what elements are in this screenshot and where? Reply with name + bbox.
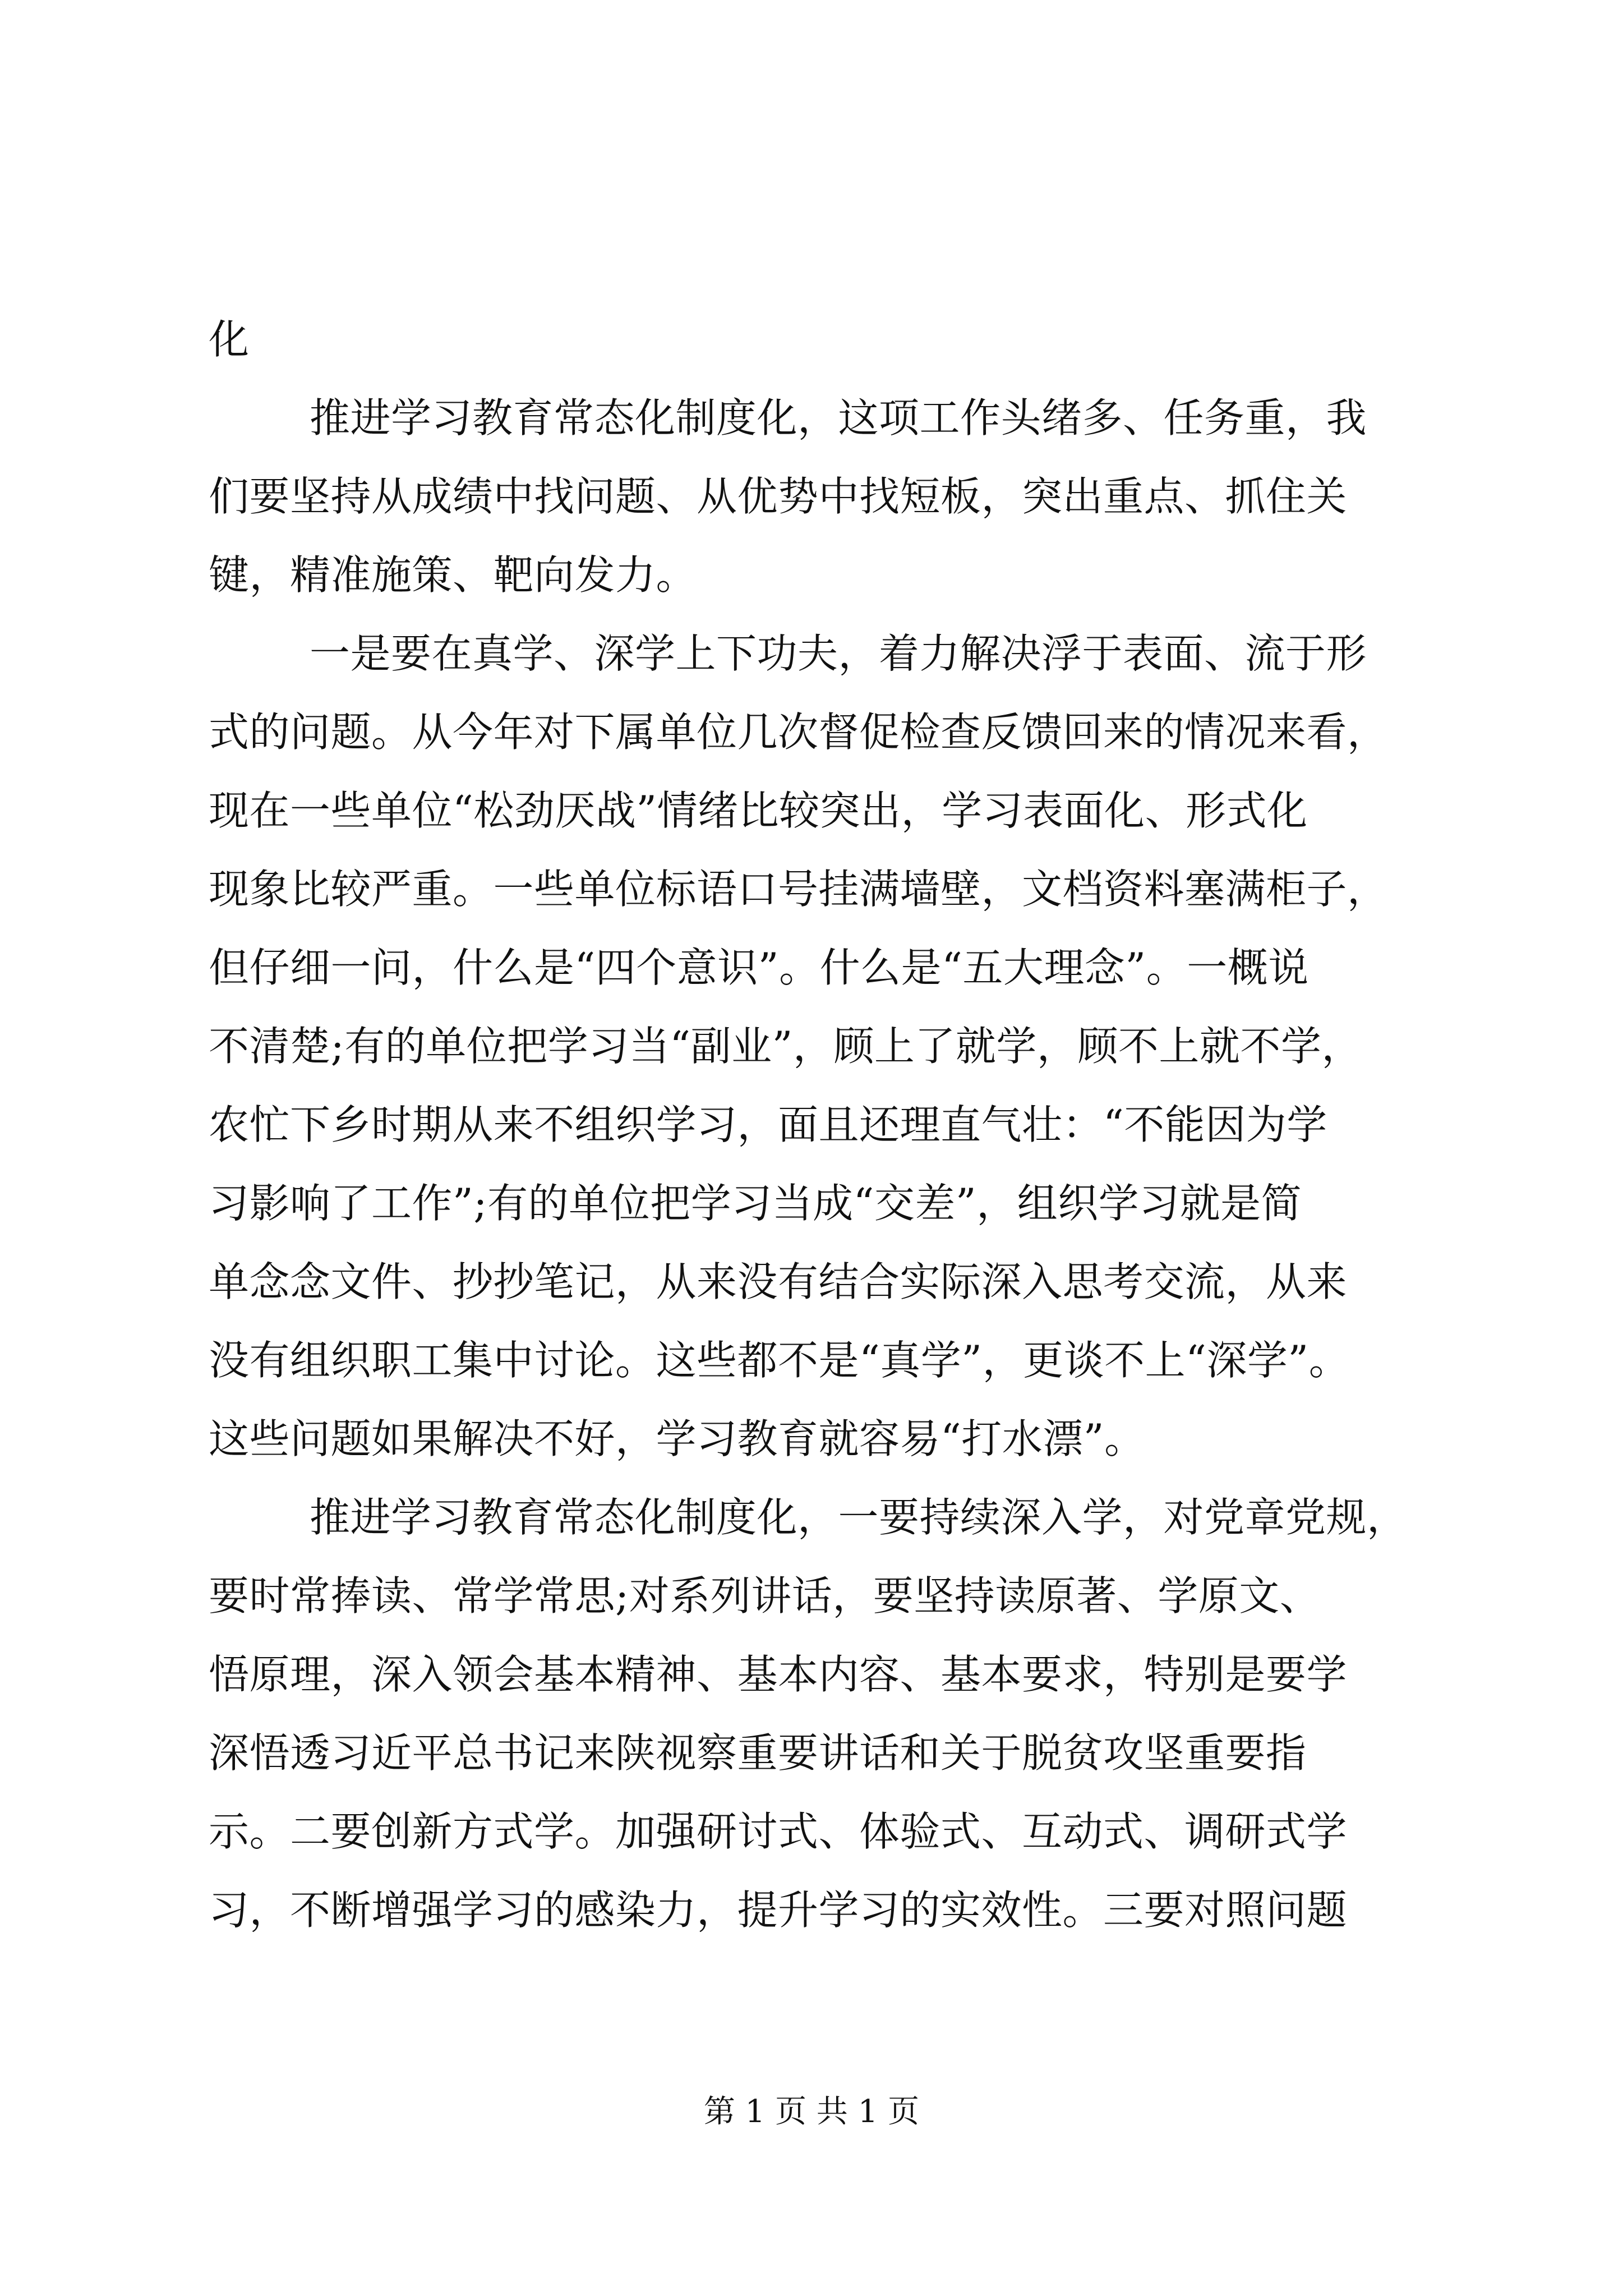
paragraph-2-line-10: 没有组织职工集中讨论。这些都不是“真学”，更谈不上“深学”。 — [209, 1337, 1350, 1384]
paragraph-2-line-5: 但仔细一问，什么是“四个意识”。什么是“五大理念”。一概说 — [209, 944, 1309, 991]
paragraph-2-line-7: 农忙下乡时期从来不组织学习，面且还理直气壮：“不能因为学 — [209, 1101, 1327, 1148]
text-line-1: 化 — [209, 316, 250, 363]
paragraph-3-line-3: 悟原理，深入领会基本精神、基本内容、基本要求，特别是要学 — [209, 1651, 1348, 1698]
paragraph-1-line-3: 键，精准施策、靶向发力。 — [209, 551, 697, 599]
paragraph-2-line-4: 现象比较严重。一些单位标语口号挂满墙壁，文档资料塞满柜子， — [209, 866, 1388, 913]
paragraph-2-line-2: 式的问题。从今年对下属单位几次督促检查反馈回来的情况来看， — [209, 708, 1388, 756]
paragraph-2-line-1: 一是要在真学、深学上下功夫，着力解决浮于表面、流于形 — [310, 630, 1367, 677]
paragraph-3-line-6: 习，不断增强学习的感染力，提升学习的实效性。三要对照问题 — [209, 1887, 1348, 1934]
paragraph-2-line-3: 现在一些单位“松劲厌战”情绪比较突出，学习表面化、形式化 — [209, 787, 1308, 834]
paragraph-1-line-2: 们要坚持从成绩中找问题、从优势中找短板，突出重点、抓住关 — [209, 473, 1348, 520]
paragraph-1-line-1: 推进学习教育常态化制度化，这项工作头绪多、任务重，我 — [310, 394, 1367, 441]
paragraph-2-line-9: 单念念文件、抄抄笔记，从来没有结合实际深入思考交流，从来 — [209, 1258, 1348, 1305]
paragraph-2-line-11: 这些问题如果解决不好，学习教育就容易“打水漂”。 — [209, 1415, 1145, 1462]
paragraph-3-line-1: 推进学习教育常态化制度化，一要持续深入学，对党章党规， — [310, 1494, 1408, 1541]
paragraph-2-line-6: 不清楚;有的单位把学习当“副业”，顾上了就学，顾不上就不学， — [209, 1023, 1362, 1070]
paragraph-3-line-5: 示。二要创新方式学。加强研讨式、体验式、互动式、调研式学 — [209, 1808, 1348, 1855]
paragraph-3-line-4: 深悟透习近平总书记来陕视察重要讲话和关于脱贫攻坚重要指 — [209, 1729, 1307, 1777]
paragraph-3-line-2: 要时常捧读、常学常思;对系列讲话，要坚持读原著、学原文、 — [209, 1572, 1321, 1619]
paragraph-2-line-8: 习影响了工作”;有的单位把学习当成“交差”，组织学习就是简 — [209, 1180, 1302, 1227]
page-footer: 第 1 页 共 1 页 — [703, 2093, 920, 2130]
